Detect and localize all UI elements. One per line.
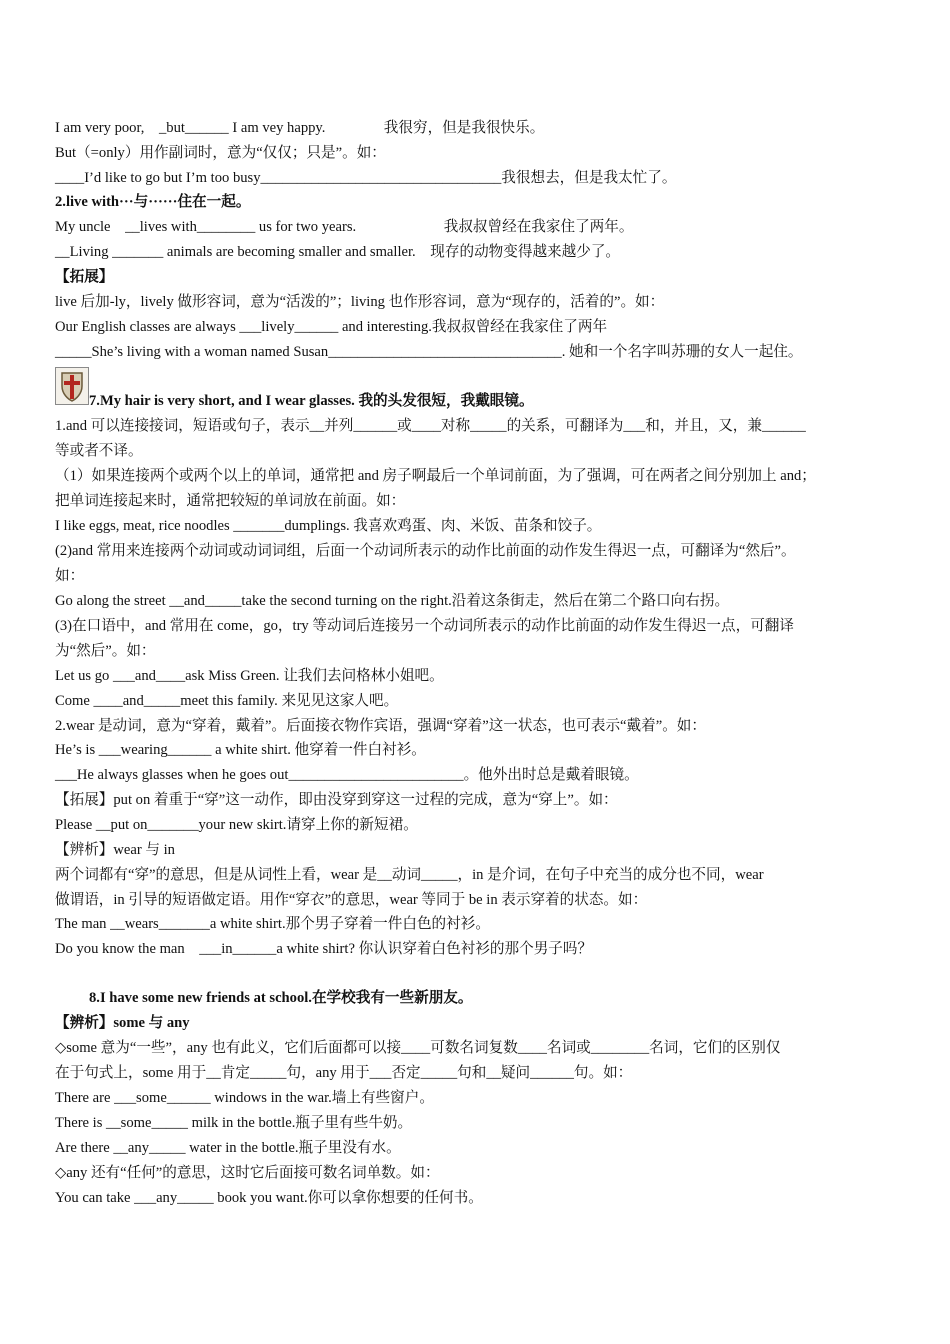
- text-line: ◇some 意为“一些”，any 也有此义，它们后面都可以接____可数名词复数____名词或________名词，它们的区别仅: [55, 1040, 781, 1056]
- text-line: I like eggs, meat, rice noodles _______dumplings. 我喜欢鸡蛋、肉、米饭、苗条和饺子。: [55, 518, 602, 534]
- tag-label: 【拓展】: [55, 269, 114, 285]
- text-line: (2)and 常用来连接两个动词或动词词组，后面一个动词所表示的动作比前面的动作发生得迟一点，可翻译为“然后”。: [55, 543, 796, 559]
- text-line: You can take ___any_____ book you want.你可以拿你想要的任何书。: [55, 1190, 483, 1206]
- text-line: Our English classes are always ___lively______ and interesting.我叔叔曾经在我家住了两年: [55, 319, 608, 335]
- text-line: There is __some_____ milk in the bottle.瓶子里有些牛奶。: [55, 1115, 413, 1131]
- text-line: 把单词连接起来时，通常把较短的单词放在前面。如：: [55, 493, 406, 509]
- shield-cross-icon: [55, 367, 89, 405]
- text-line: ___He always glasses when he goes out________________________。他外出时总是戴着眼镜。: [55, 767, 639, 783]
- text-line: 如：: [55, 568, 85, 584]
- text-line: But（=only）用作副词时，意为“仅仅；只是”。如：: [55, 145, 386, 161]
- text-line: ◇any 还有“任何”的意思，这时它后面接可数名词单数。如：: [55, 1165, 440, 1181]
- text-line: I am very poor, _but______ I am vey happy. 我很穷，但是我很快乐。: [55, 120, 545, 136]
- text-line: Please __put on_______your new skirt.请穿上你的新短裙。: [55, 817, 418, 833]
- text-line: Come ____and_____meet this family. 来见见这家人吧。: [55, 693, 399, 709]
- section-heading: 2.live with···与······住在一起。: [55, 194, 251, 210]
- text-line: _____She’s living with a woman named Susan________________________________. 她和一个名字叫苏珊的女人一起住。: [55, 344, 803, 360]
- text-line: 在于句式上，some 用于__肯定_____句，any 用于___否定_____句和__疑问______句。如：: [55, 1065, 633, 1081]
- section-heading: 7.My hair is very short, and I wear glasses. 我的头发很短，我戴眼镜。: [89, 393, 534, 409]
- section-heading: 8.I have some new friends at school.在学校我有一些新朋友。: [89, 990, 473, 1006]
- text-line: 2.wear 是动词，意为“穿着，戴着”。后面接衣物作宾语，强调“穿着”这一状态，也可表示“戴着”。如：: [55, 718, 706, 734]
- text-line: My uncle __lives with________ us for two years. 我叔叔曾经在我家住了两年。: [55, 219, 634, 235]
- text-line: Do you know the man ___in______a white shirt? 你认识穿着白色衬衫的那个男子吗？: [55, 941, 593, 957]
- text-line: __Living _______ animals are becoming smaller and smaller. 现存的动物变得越来越少了。: [55, 244, 621, 260]
- text-line: 等或者不译。: [55, 443, 143, 459]
- text-line: 为“然后”。如：: [55, 643, 156, 659]
- text-line: 1.and 可以连接接词，短语或句子，表示__并列______或____对称_____的关系，可翻译为___和，并且，又，兼______: [55, 418, 806, 434]
- text-line: （1）如果连接两个或两个以上的单词，通常把 and 房子啊最后一个单词前面，为了强调，可在两者之间分别加上 and；: [55, 468, 816, 484]
- text-line: Let us go ___and____ask Miss Green. 让我们去问格林小姐吧。: [55, 668, 444, 684]
- text-line: Are there __any_____ water in the bottle.瓶子里没有水。: [55, 1140, 401, 1156]
- text-line: He’s is ___wearing______ a white shirt. 他穿着一件白衬衫。: [55, 742, 426, 758]
- text-line: The man __wears_______a white shirt.那个男子穿着一件白色的衬衫。: [55, 916, 490, 932]
- text-line: There are ___some______ windows in the war.墙上有些窗户。: [55, 1090, 434, 1106]
- text-line: 两个词都有“穿”的意思，但是从词性上看，wear 是__动词_____，in 是介词，在句子中充当的成分也不同，wear: [55, 867, 764, 883]
- tag-label: 【辨析】some 与 any: [55, 1015, 190, 1031]
- text-line: 做谓语，in 引导的短语做定语。用作“穿衣”的意思，wear 等同于 be in 表示穿着的状态。如：: [55, 892, 648, 908]
- text-line: Go along the street __and_____take the second turning on the right.沿着这条街走，然后在第二个路口向右拐。: [55, 593, 730, 609]
- text-line: (3)在口语中，and 常用在 come，go，try 等动词后连接另一个动词所表示的动作比前面的动作发生得迟一点，可翻译: [55, 618, 794, 634]
- text-line: live 后加-ly，lively 做形容词，意为“活泼的”；living 也作形容词，意为“现存的，活着的”。如：: [55, 294, 665, 310]
- text-line: ____I’d like to go but I’m too busy_________________________________我很想去，但是我太忙了。: [55, 170, 677, 186]
- text-line: 【拓展】put on 着重于“穿”这一动作，即由没穿到穿这一过程的完成，意为“穿上”。如：: [55, 792, 618, 808]
- text-line: 【辨析】wear 与 in: [55, 842, 175, 858]
